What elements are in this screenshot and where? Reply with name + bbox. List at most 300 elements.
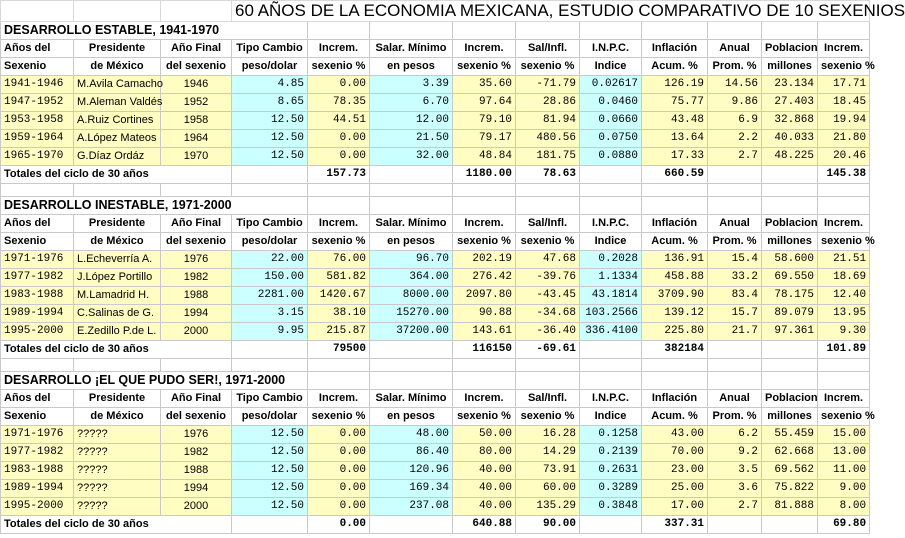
empty-cell[interactable]	[818, 372, 870, 390]
cell-wage-inflation[interactable]: 73.91	[516, 462, 580, 480]
empty-cell[interactable]	[161, 359, 232, 372]
cell-period[interactable]: 1989-1994	[1, 305, 74, 323]
column-header-population[interactable]: millones	[762, 58, 818, 76]
cell-inpc-index[interactable]: 0.2139	[580, 444, 642, 462]
cell-wage-inflation[interactable]: -39.76	[516, 269, 580, 287]
cell-wage-inflation[interactable]: -43.45	[516, 287, 580, 305]
cell-period[interactable]: 1965-1970	[1, 148, 74, 166]
column-header-min-wage[interactable]: Salar. Mínimo	[370, 40, 453, 58]
column-header-wage-inflation[interactable]: sexenio %	[516, 58, 580, 76]
column-header-inpc-index[interactable]: I.N.P.C.	[580, 390, 642, 408]
cell-president[interactable]: M.Avila Camacho	[74, 76, 161, 94]
cell-wage-inflation[interactable]: 480.56	[516, 130, 580, 148]
cell-population-increase[interactable]: 17.71	[818, 76, 870, 94]
empty-cell[interactable]	[642, 184, 708, 197]
column-header-period[interactable]: Años del	[1, 215, 74, 233]
column-header-wage-inflation[interactable]: sexenio %	[516, 408, 580, 426]
column-header-population-increase[interactable]: Increm.	[818, 215, 870, 233]
cell-wage-inflation[interactable]: 28.86	[516, 94, 580, 112]
cell-wage-increase[interactable]: 79.17	[453, 130, 516, 148]
cell-wage-increase[interactable]: 97.64	[453, 94, 516, 112]
cell-population-increase[interactable]: 12.40	[818, 287, 870, 305]
column-header-president[interactable]: de México	[74, 58, 161, 76]
cell-annual-avg[interactable]: 2.2	[708, 130, 762, 148]
totals-label[interactable]: Totales del ciclo de 30 años	[1, 166, 232, 184]
cell-exchange-increase[interactable]: 38.10	[308, 305, 370, 323]
empty-cell[interactable]	[580, 359, 642, 372]
column-header-exchange-increase[interactable]: sexenio %	[308, 408, 370, 426]
cell-min-wage[interactable]: 15270.00	[370, 305, 453, 323]
column-header-president[interactable]: de México	[74, 233, 161, 251]
cell-wage-inflation[interactable]: 14.29	[516, 444, 580, 462]
total-inflation-acc[interactable]: 660.59	[642, 166, 708, 184]
cell-population-increase[interactable]: 19.94	[818, 112, 870, 130]
cell-president[interactable]: ?????	[74, 480, 161, 498]
cell-president[interactable]: ?????	[74, 462, 161, 480]
empty-cell[interactable]	[308, 197, 370, 215]
empty-cell[interactable]	[232, 516, 308, 534]
cell-population[interactable]: 69.562	[762, 462, 818, 480]
cell-wage-increase[interactable]: 202.19	[453, 251, 516, 269]
cell-population-increase[interactable]: 9.00	[818, 480, 870, 498]
empty-cell[interactable]	[762, 372, 818, 390]
cell-min-wage[interactable]: 3.39	[370, 76, 453, 94]
column-header-president[interactable]: Presidente	[74, 215, 161, 233]
cell-exchange-increase[interactable]: 0.00	[308, 462, 370, 480]
empty-cell[interactable]	[453, 359, 516, 372]
column-header-final-year[interactable]: Año Final	[161, 40, 232, 58]
cell-final-year[interactable]: 1988	[161, 462, 232, 480]
cell-inflation-acc[interactable]: 70.00	[642, 444, 708, 462]
cell-wage-increase[interactable]: 40.00	[453, 462, 516, 480]
empty-cell[interactable]	[370, 184, 453, 197]
cell-min-wage[interactable]: 37200.00	[370, 323, 453, 341]
empty-cell[interactable]	[370, 516, 453, 534]
total-wage-increase[interactable]: 640.88	[453, 516, 516, 534]
empty-cell[interactable]	[308, 184, 370, 197]
column-header-wage-increase[interactable]: sexenio %	[453, 58, 516, 76]
column-header-exchange-increase[interactable]: Increm.	[308, 390, 370, 408]
column-header-population[interactable]: millones	[762, 233, 818, 251]
cell-wage-inflation[interactable]: -71.79	[516, 76, 580, 94]
cell-period[interactable]: 1989-1994	[1, 480, 74, 498]
cell-exchange-increase[interactable]: 0.00	[308, 148, 370, 166]
column-header-final-year[interactable]: Año Final	[161, 215, 232, 233]
cell-min-wage[interactable]: 21.50	[370, 130, 453, 148]
cell-annual-avg[interactable]: 83.4	[708, 287, 762, 305]
cell-period[interactable]: 1983-1988	[1, 287, 74, 305]
total-wage-inflation[interactable]: 78.63	[516, 166, 580, 184]
cell-exchange-increase[interactable]: 0.00	[308, 426, 370, 444]
cell-final-year[interactable]: 1994	[161, 480, 232, 498]
column-header-wage-increase[interactable]: Increm.	[453, 215, 516, 233]
cell-annual-avg[interactable]: 9.86	[708, 94, 762, 112]
cell-inpc-index[interactable]: 0.0880	[580, 148, 642, 166]
empty-cell[interactable]	[74, 359, 161, 372]
cell-inpc-index[interactable]: 0.3289	[580, 480, 642, 498]
cell-period[interactable]: 1971-1976	[1, 426, 74, 444]
cell-population-increase[interactable]: 8.00	[818, 498, 870, 516]
cell-president[interactable]: ?????	[74, 444, 161, 462]
column-header-population[interactable]: Poblacion	[762, 390, 818, 408]
section-heading[interactable]: DESARROLLO ESTABLE, 1941-1970	[1, 22, 308, 40]
cell-president[interactable]: ?????	[74, 426, 161, 444]
cell-exchange-increase[interactable]: 0.00	[308, 76, 370, 94]
empty-cell[interactable]	[708, 359, 762, 372]
cell-annual-avg[interactable]: 2.7	[708, 498, 762, 516]
cell-wage-increase[interactable]: 40.00	[453, 480, 516, 498]
cell-exchange-rate[interactable]: 12.50	[232, 148, 308, 166]
column-header-annual-avg[interactable]: Anual	[708, 215, 762, 233]
column-header-annual-avg[interactable]: Prom. %	[708, 233, 762, 251]
total-population-increase[interactable]: 69.80	[818, 516, 870, 534]
empty-cell[interactable]	[580, 184, 642, 197]
cell-president[interactable]: M.Aleman Valdés	[74, 94, 161, 112]
column-header-exchange-increase[interactable]: Increm.	[308, 215, 370, 233]
empty-cell[interactable]	[708, 372, 762, 390]
cell-president[interactable]: E.Zedillo P.de L.	[74, 323, 161, 341]
cell-period[interactable]: 1995-2000	[1, 498, 74, 516]
cell-final-year[interactable]: 1976	[161, 426, 232, 444]
empty-cell[interactable]	[1, 359, 74, 372]
empty-cell[interactable]	[370, 197, 453, 215]
cell-population[interactable]: 97.361	[762, 323, 818, 341]
cell-final-year[interactable]: 1976	[161, 251, 232, 269]
cell-annual-avg[interactable]: 33.2	[708, 269, 762, 287]
column-header-population[interactable]: millones	[762, 408, 818, 426]
column-header-population-increase[interactable]: sexenio %	[818, 58, 870, 76]
total-wage-increase[interactable]: 116150	[453, 341, 516, 359]
empty-cell[interactable]	[161, 184, 232, 197]
cell-annual-avg[interactable]: 15.7	[708, 305, 762, 323]
cell-exchange-rate[interactable]: 8.65	[232, 94, 308, 112]
empty-cell[interactable]	[232, 184, 308, 197]
cell-inpc-index[interactable]: 103.2566	[580, 305, 642, 323]
section-heading[interactable]: DESARROLLO INESTABLE, 1971-2000	[1, 197, 308, 215]
cell-annual-avg[interactable]: 21.7	[708, 323, 762, 341]
cell-population[interactable]: 32.868	[762, 112, 818, 130]
cell-exchange-increase[interactable]: 78.35	[308, 94, 370, 112]
empty-cell[interactable]	[580, 22, 642, 40]
cell-president[interactable]: A.López Mateos	[74, 130, 161, 148]
column-header-wage-increase[interactable]: sexenio %	[453, 233, 516, 251]
empty-cell[interactable]	[232, 359, 308, 372]
cell-wage-inflation[interactable]: 16.28	[516, 426, 580, 444]
total-population-increase[interactable]: 101.89	[818, 341, 870, 359]
cell-population[interactable]: 62.668	[762, 444, 818, 462]
cell-inflation-acc[interactable]: 25.00	[642, 480, 708, 498]
cell-population-increase[interactable]: 21.80	[818, 130, 870, 148]
cell-population[interactable]: 58.600	[762, 251, 818, 269]
cell-min-wage[interactable]: 169.34	[370, 480, 453, 498]
cell-inflation-acc[interactable]: 17.33	[642, 148, 708, 166]
cell-wage-increase[interactable]: 276.42	[453, 269, 516, 287]
column-header-min-wage[interactable]: Salar. Mínimo	[370, 215, 453, 233]
cell-inflation-acc[interactable]: 17.00	[642, 498, 708, 516]
cell-inpc-index[interactable]: 0.3848	[580, 498, 642, 516]
cell-population[interactable]: 89.079	[762, 305, 818, 323]
total-wage-inflation[interactable]: 90.00	[516, 516, 580, 534]
cell-exchange-rate[interactable]: 3.15	[232, 305, 308, 323]
cell-president[interactable]: G.Díaz Ordáz	[74, 148, 161, 166]
cell-exchange-rate[interactable]: 12.50	[232, 444, 308, 462]
cell-period[interactable]: 1959-1964	[1, 130, 74, 148]
empty-cell[interactable]	[453, 372, 516, 390]
empty-cell[interactable]	[370, 166, 453, 184]
cell-exchange-increase[interactable]: 0.00	[308, 130, 370, 148]
empty-cell[interactable]	[642, 22, 708, 40]
empty-cell[interactable]	[762, 341, 818, 359]
empty-cell[interactable]	[762, 197, 818, 215]
column-header-inflation-acc[interactable]: Acum. %	[642, 58, 708, 76]
empty-cell[interactable]	[762, 166, 818, 184]
cell-president[interactable]: C.Salinas de G.	[74, 305, 161, 323]
total-wage-increase[interactable]: 1180.00	[453, 166, 516, 184]
column-header-wage-inflation[interactable]: Sal/Infl.	[516, 40, 580, 58]
column-header-inpc-index[interactable]: I.N.P.C.	[580, 40, 642, 58]
cell-population[interactable]: 75.822	[762, 480, 818, 498]
empty-cell[interactable]	[74, 184, 161, 197]
cell-min-wage[interactable]: 8000.00	[370, 287, 453, 305]
column-header-population-increase[interactable]: Increm.	[818, 40, 870, 58]
cell-exchange-rate[interactable]: 9.95	[232, 323, 308, 341]
empty-cell[interactable]	[516, 372, 580, 390]
cell-min-wage[interactable]: 12.00	[370, 112, 453, 130]
cell-min-wage[interactable]: 86.40	[370, 444, 453, 462]
cell-annual-avg[interactable]: 6.2	[708, 426, 762, 444]
empty-cell[interactable]	[232, 341, 308, 359]
cell-wage-increase[interactable]: 80.00	[453, 444, 516, 462]
cell-exchange-increase[interactable]: 215.87	[308, 323, 370, 341]
cell-final-year[interactable]: 1946	[161, 76, 232, 94]
totals-label[interactable]: Totales del ciclo de 30 años	[1, 341, 232, 359]
cell-annual-avg[interactable]: 9.2	[708, 444, 762, 462]
empty-cell[interactable]	[232, 166, 308, 184]
cell-wage-increase[interactable]: 143.61	[453, 323, 516, 341]
cell-period[interactable]: 1953-1958	[1, 112, 74, 130]
cell-wage-increase[interactable]: 35.60	[453, 76, 516, 94]
cell-population[interactable]: 48.225	[762, 148, 818, 166]
cell-final-year[interactable]: 1970	[161, 148, 232, 166]
column-header-exchange-rate[interactable]: Tipo Cambio	[232, 390, 308, 408]
cell-inflation-acc[interactable]: 23.00	[642, 462, 708, 480]
cell-inflation-acc[interactable]: 136.91	[642, 251, 708, 269]
column-header-inpc-index[interactable]: Indice	[580, 233, 642, 251]
empty-cell[interactable]	[818, 197, 870, 215]
cell-inpc-index[interactable]: 0.2631	[580, 462, 642, 480]
cell-population[interactable]: 78.175	[762, 287, 818, 305]
column-header-period[interactable]: Sexenio	[1, 233, 74, 251]
cell-exchange-rate[interactable]: 2281.00	[232, 287, 308, 305]
empty-cell[interactable]	[453, 184, 516, 197]
cell-president[interactable]: A.Ruiz Cortines	[74, 112, 161, 130]
column-header-population[interactable]: Poblacion	[762, 40, 818, 58]
cell-inpc-index[interactable]: 0.0660	[580, 112, 642, 130]
cell-final-year[interactable]: 2000	[161, 323, 232, 341]
empty-cell[interactable]	[370, 22, 453, 40]
cell-exchange-rate[interactable]: 150.00	[232, 269, 308, 287]
column-header-exchange-rate[interactable]: Tipo Cambio	[232, 215, 308, 233]
empty-cell[interactable]	[818, 22, 870, 40]
cell-exchange-increase[interactable]: 1420.67	[308, 287, 370, 305]
cell-population-increase[interactable]: 18.45	[818, 94, 870, 112]
cell-exchange-increase[interactable]: 581.82	[308, 269, 370, 287]
column-header-population-increase[interactable]: sexenio %	[818, 408, 870, 426]
cell-wage-increase[interactable]: 2097.80	[453, 287, 516, 305]
total-wage-inflation[interactable]: -69.61	[516, 341, 580, 359]
cell-exchange-rate[interactable]: 12.50	[232, 498, 308, 516]
cell-wage-increase[interactable]: 50.00	[453, 426, 516, 444]
cell-exchange-rate[interactable]: 12.50	[232, 130, 308, 148]
column-header-final-year[interactable]: del sexenio	[161, 58, 232, 76]
cell-wage-inflation[interactable]: 60.00	[516, 480, 580, 498]
column-header-inpc-index[interactable]: Indice	[580, 408, 642, 426]
cell-min-wage[interactable]: 48.00	[370, 426, 453, 444]
column-header-min-wage[interactable]: en pesos	[370, 58, 453, 76]
column-header-exchange-rate[interactable]: peso/dolar	[232, 233, 308, 251]
column-header-period[interactable]: Años del	[1, 40, 74, 58]
cell-period[interactable]: 1977-1982	[1, 444, 74, 462]
cell-annual-avg[interactable]: 2.7	[708, 148, 762, 166]
cell-wage-increase[interactable]: 79.10	[453, 112, 516, 130]
cell-inflation-acc[interactable]: 3709.90	[642, 287, 708, 305]
empty-cell[interactable]	[580, 372, 642, 390]
cell-inpc-index[interactable]: 0.2028	[580, 251, 642, 269]
cell-exchange-increase[interactable]: 0.00	[308, 498, 370, 516]
empty-cell[interactable]	[516, 197, 580, 215]
column-header-period[interactable]: Años del	[1, 390, 74, 408]
cell-exchange-increase[interactable]: 0.00	[308, 444, 370, 462]
section-heading[interactable]: DESARROLLO ¡EL QUE PUDO SER!, 1971-2000	[1, 372, 308, 390]
cell-exchange-rate[interactable]: 12.50	[232, 462, 308, 480]
cell-annual-avg[interactable]: 6.9	[708, 112, 762, 130]
column-header-inpc-index[interactable]: Indice	[580, 58, 642, 76]
column-header-annual-avg[interactable]: Anual	[708, 390, 762, 408]
total-inflation-acc[interactable]: 337.31	[642, 516, 708, 534]
cell-population-increase[interactable]: 21.51	[818, 251, 870, 269]
cell-period[interactable]: 1995-2000	[1, 323, 74, 341]
empty-cell[interactable]	[818, 184, 870, 197]
cell-population[interactable]: 81.888	[762, 498, 818, 516]
cell-inflation-acc[interactable]: 126.19	[642, 76, 708, 94]
empty-cell[interactable]	[453, 197, 516, 215]
column-header-inflation-acc[interactable]: Acum. %	[642, 233, 708, 251]
total-exchange-increase[interactable]: 0.00	[308, 516, 370, 534]
empty-cell[interactable]	[580, 516, 642, 534]
cell-annual-avg[interactable]: 14.56	[708, 76, 762, 94]
cell-min-wage[interactable]: 120.96	[370, 462, 453, 480]
empty-cell[interactable]	[516, 359, 580, 372]
cell-wage-inflation[interactable]: 135.29	[516, 498, 580, 516]
column-header-min-wage[interactable]: en pesos	[370, 233, 453, 251]
cell-population[interactable]: 27.403	[762, 94, 818, 112]
cell-final-year[interactable]: 2000	[161, 498, 232, 516]
cell-exchange-rate[interactable]: 12.50	[232, 426, 308, 444]
cell-wage-inflation[interactable]: 181.75	[516, 148, 580, 166]
empty-cell[interactable]	[762, 359, 818, 372]
column-header-wage-increase[interactable]: Increm.	[453, 390, 516, 408]
cell-exchange-rate[interactable]: 12.50	[232, 112, 308, 130]
column-header-population[interactable]: Poblacion	[762, 215, 818, 233]
cell-exchange-rate[interactable]: 12.50	[232, 480, 308, 498]
cell-inpc-index[interactable]: 0.02617	[580, 76, 642, 94]
column-header-president[interactable]: Presidente	[74, 390, 161, 408]
totals-label[interactable]: Totales del ciclo de 30 años	[1, 516, 232, 534]
cell-population-increase[interactable]: 11.00	[818, 462, 870, 480]
cell-inpc-index[interactable]: 336.4100	[580, 323, 642, 341]
empty-cell[interactable]	[642, 372, 708, 390]
cell-population-increase[interactable]: 13.00	[818, 444, 870, 462]
cell-exchange-increase[interactable]: 76.00	[308, 251, 370, 269]
page-title[interactable]: 60 AÑOS DE LA ECONOMIA MEXICANA, ESTUDIO COMPARATIVO DE 10 SEXENIOS	[232, 1, 870, 22]
cell-population-increase[interactable]: 9.30	[818, 323, 870, 341]
column-header-wage-inflation[interactable]: sexenio %	[516, 233, 580, 251]
cell-exchange-increase[interactable]: 0.00	[308, 480, 370, 498]
column-header-final-year[interactable]: del sexenio	[161, 408, 232, 426]
cell-population[interactable]: 69.550	[762, 269, 818, 287]
empty-cell[interactable]	[1, 1, 74, 22]
column-header-exchange-increase[interactable]: sexenio %	[308, 58, 370, 76]
empty-cell[interactable]	[370, 341, 453, 359]
empty-cell[interactable]	[1, 184, 74, 197]
column-header-annual-avg[interactable]: Anual	[708, 40, 762, 58]
cell-wage-inflation[interactable]: 47.68	[516, 251, 580, 269]
empty-cell[interactable]	[308, 359, 370, 372]
column-header-inflation-acc[interactable]: Inflación	[642, 390, 708, 408]
column-header-inflation-acc[interactable]: Inflación	[642, 40, 708, 58]
cell-period[interactable]: 1971-1976	[1, 251, 74, 269]
cell-wage-inflation[interactable]: -36.40	[516, 323, 580, 341]
column-header-annual-avg[interactable]: Prom. %	[708, 58, 762, 76]
cell-inflation-acc[interactable]: 43.48	[642, 112, 708, 130]
total-inflation-acc[interactable]: 382184	[642, 341, 708, 359]
empty-cell[interactable]	[708, 22, 762, 40]
column-header-wage-increase[interactable]: Increm.	[453, 40, 516, 58]
total-population-increase[interactable]: 145.38	[818, 166, 870, 184]
empty-cell[interactable]	[762, 22, 818, 40]
empty-cell[interactable]	[642, 197, 708, 215]
cell-population-increase[interactable]: 18.69	[818, 269, 870, 287]
column-header-wage-increase[interactable]: sexenio %	[453, 408, 516, 426]
column-header-min-wage[interactable]: Salar. Mínimo	[370, 390, 453, 408]
empty-cell[interactable]	[642, 359, 708, 372]
cell-president[interactable]: L.Echeverría A.	[74, 251, 161, 269]
empty-cell[interactable]	[708, 516, 762, 534]
empty-cell[interactable]	[818, 359, 870, 372]
empty-cell[interactable]	[370, 372, 453, 390]
cell-wage-inflation[interactable]: 81.94	[516, 112, 580, 130]
cell-annual-avg[interactable]: 15.4	[708, 251, 762, 269]
cell-final-year[interactable]: 1964	[161, 130, 232, 148]
column-header-exchange-increase[interactable]: Increm.	[308, 40, 370, 58]
cell-president[interactable]: J.López Portillo	[74, 269, 161, 287]
total-exchange-increase[interactable]: 79500	[308, 341, 370, 359]
empty-cell[interactable]	[370, 359, 453, 372]
cell-population-increase[interactable]: 15.00	[818, 426, 870, 444]
cell-period[interactable]: 1977-1982	[1, 269, 74, 287]
column-header-final-year[interactable]: del sexenio	[161, 233, 232, 251]
column-header-annual-avg[interactable]: Prom. %	[708, 408, 762, 426]
cell-exchange-rate[interactable]: 22.00	[232, 251, 308, 269]
cell-final-year[interactable]: 1958	[161, 112, 232, 130]
cell-president[interactable]: ?????	[74, 498, 161, 516]
empty-cell[interactable]	[580, 341, 642, 359]
empty-cell[interactable]	[580, 197, 642, 215]
empty-cell[interactable]	[453, 22, 516, 40]
cell-inflation-acc[interactable]: 13.64	[642, 130, 708, 148]
cell-min-wage[interactable]: 6.70	[370, 94, 453, 112]
cell-period[interactable]: 1941-1946	[1, 76, 74, 94]
